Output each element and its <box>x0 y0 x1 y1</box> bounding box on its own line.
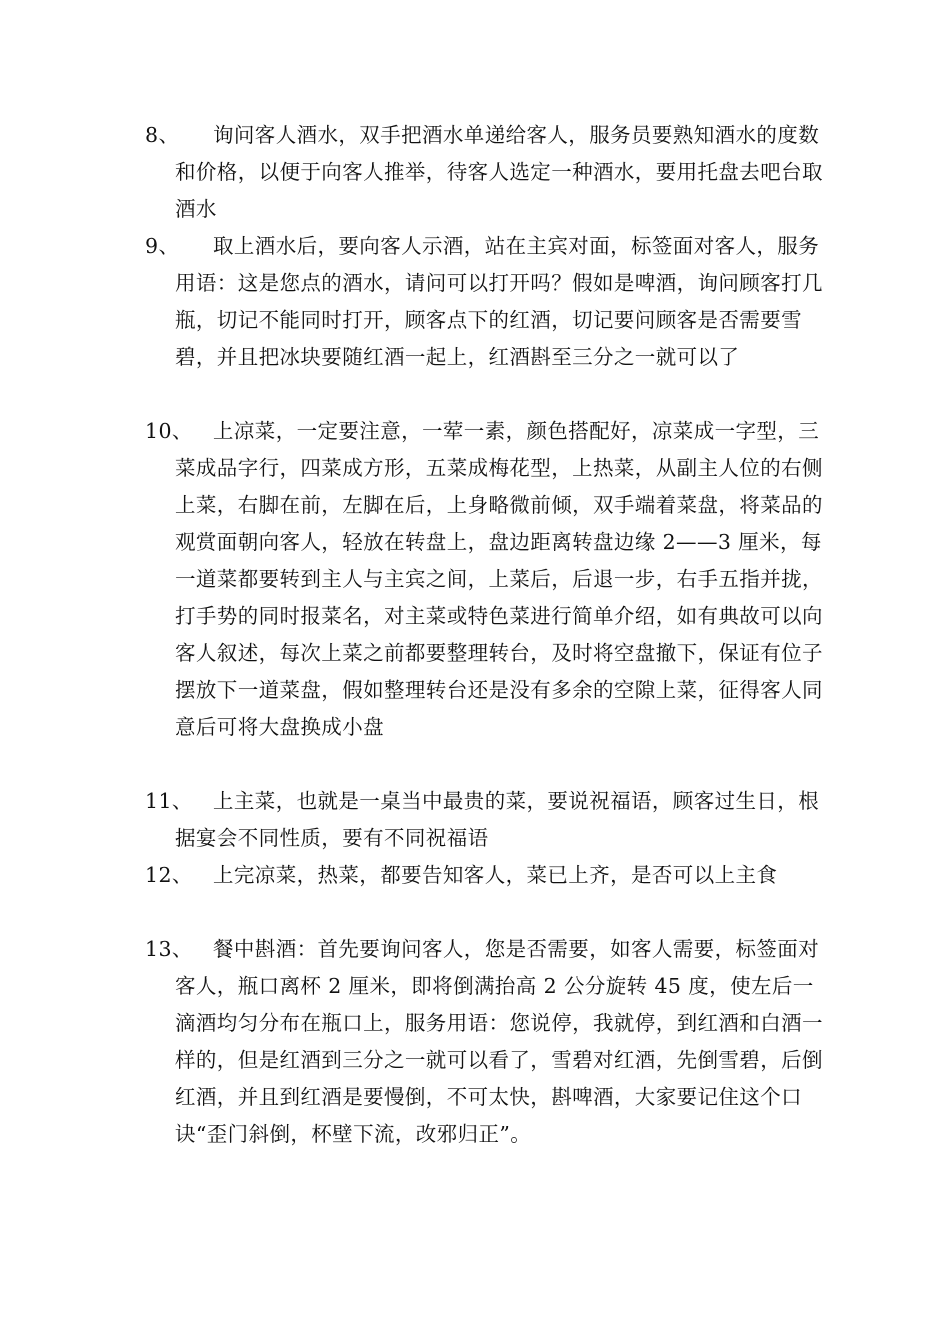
item-number: 10、 <box>145 419 193 443</box>
item-text <box>175 413 825 746</box>
item-number: 9、 <box>145 234 180 258</box>
item-body: 上凉菜，一定要注意，一荤一素，颜色搭配好，凉菜成一字型，三菜成品字行，四菜成方形，五菜成梅花型，上热菜，从副主人位的右侧上菜，右脚在前，左脚在后，上身略微前倾，双手端着菜盘，将菜品的观赏面朝向客人，轻放在转盘上，盘边距离转盘边缘 2——3 厘米，每一道菜都要转到主人与主宾之间，上菜后，后退一步，右手五指并拢，打手势的同时报菜名，对主菜或特色菜进行简单介绍，如有典故可以向客人叙述，每次上菜之前都要整理转台，及时将空盘撤下，保证有位子摆放下一道菜盘，假如整理转台还是没有多余的空隙上菜，征得客人同意后可将大盘换成小盘 <box>175 419 823 739</box>
item-body: 询问客人酒水，双手把酒水单递给客人，服务员要熟知酒水的度数和价格，以便于向客人推举，待客人选定一种酒水，要用托盘去吧台取酒水 <box>175 123 823 221</box>
numbered-list <box>145 117 825 1191</box>
item-text <box>175 931 825 1153</box>
list-item-11 <box>145 783 825 857</box>
list-item-12 <box>145 857 825 931</box>
item-body: 取上酒水后，要向客人示酒，站在主宾对面，标签面对客人，服务用语：这是您点的酒水，请问可以打开吗？假如是啤酒，询问顾客打几瓶，切记不能同时打开，顾客点下的红酒，切记要问顾客是否需要雪碧，并且把冰块要随红酒一起上，红酒斟至三分之一就可以了 <box>175 234 823 369</box>
item-text <box>175 228 825 376</box>
item-body: 餐中斟酒：首先要询问客人，您是否需要，如客人需要，标签面对客人，瓶口离杯 2 厘米，即将倒满抬高 2 公分旋转 45 度，使左后一滴酒均匀分布在瓶口上，服务用语：您说停，我就停，到红酒和白酒一样的，但是红酒到三分之一就可以看了，雪碧对红酒，先倒雪碧，后倒红酒，并且到红酒是要慢倒，不可太快，斟啤酒，大家要记住这个口诀“歪门斜倒，杯壁下流，改邪归正”。 <box>175 937 823 1146</box>
item-text <box>175 783 825 857</box>
list-item-13 <box>145 931 825 1191</box>
item-body: 上完凉菜，热菜，都要告知客人，菜已上齐，是否可以上主食 <box>213 863 778 887</box>
item-text <box>175 117 825 228</box>
list-item-8 <box>145 117 825 228</box>
list-item-10 <box>145 413 825 783</box>
item-number: 12、 <box>145 863 193 887</box>
item-text <box>175 857 825 894</box>
item-number: 13、 <box>145 937 193 961</box>
list-item-9 <box>145 228 825 413</box>
item-number: 11、 <box>145 789 193 813</box>
item-number: 8、 <box>145 123 180 147</box>
item-body: 上主菜，也就是一桌当中最贵的菜，要说祝福语，顾客过生日，根据宴会不同性质，要有不同祝福语 <box>175 789 820 850</box>
